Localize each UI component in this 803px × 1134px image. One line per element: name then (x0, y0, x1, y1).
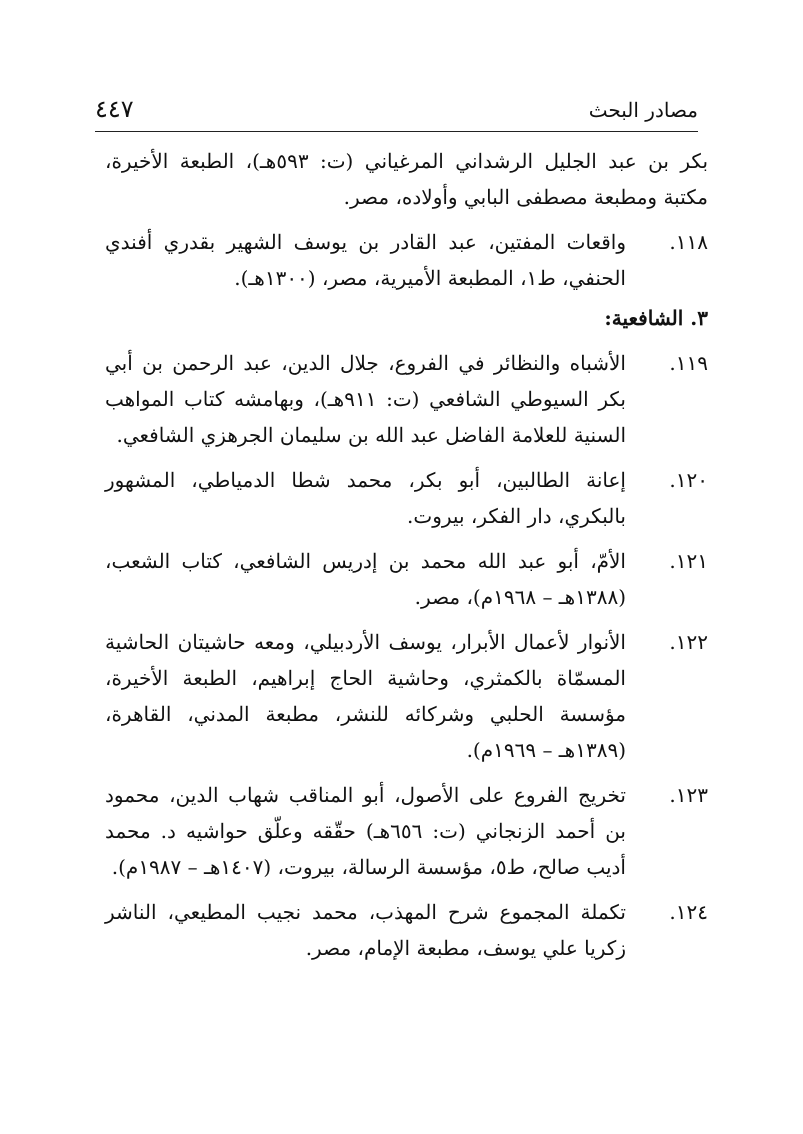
header-divider (95, 131, 698, 132)
running-title: مصادر البحث (588, 98, 698, 122)
reference-number: ١٢٢. (669, 630, 708, 654)
page-number: ٤٤٧ (95, 95, 134, 123)
reference-entry-122 (105, 624, 708, 768)
reference-text: تكملة المجموع شرح المهذب، محمد نجيب المطيعي، الناشر زكريا علي يوسف، مطبعة الإمام، مصر. (105, 900, 626, 960)
reference-entry-123 (105, 777, 708, 885)
reference-text: تخريج الفروع على الأصول، أبو المناقب شهاب الدين، محمود بن أحمد الزنجاني (ت: ٦٥٦هـ) حقّقه وعلّق حواشيه د. محمد أديب صالح، ط٥، مؤسسة الرسالة، بيروت، (١٤٠٧هـ – ١٩٨٧م). (105, 783, 626, 879)
reference-text: الأشباه والنظائر في الفروع، جلال الدين، عبد الرحمن بن أبي بكر السيوطي الشافعي (ت: ٩١١هـ)، وبهامشه كتاب المواهب السنية للعلامة الفاضل عبد الله بن سليمان الجرهزي الشافعي. (105, 351, 626, 447)
reference-text: الأمّ، أبو عبد الله محمد بن إدريس الشافعي، كتاب الشعب، (١٣٨٨هـ – ١٩٦٨م)، مصر. (105, 549, 626, 609)
references-content (105, 140, 708, 975)
reference-entry-124 (105, 894, 708, 966)
reference-entry-120 (105, 462, 708, 534)
reference-number: ١١٨. (669, 230, 708, 254)
reference-number: ١١٩. (669, 351, 708, 375)
reference-text: الأنوار لأعمال الأبرار، يوسف الأردبيلي، ومعه حاشيتان الحاشية المسمّاة بالكمثري، وحاشية الحاج إبراهيم، الطبعة الأخيرة، مؤسسة الحلبي وشركائه للنشر، مطبعة المدني، القاهرة، (١٣٨٩هـ – ١٩٦٩م). (105, 630, 626, 762)
page-header (95, 92, 698, 132)
reference-entry-119 (105, 345, 708, 453)
reference-entry-118 (105, 224, 708, 296)
reference-number: ١٢١. (669, 549, 708, 573)
reference-number: ١٢٤. (669, 900, 708, 924)
reference-text: إعانة الطالبين، أبو بكر، محمد شطا الدمياطي، المشهور بالبكري، دار الفكر، بيروت. (105, 468, 626, 528)
reference-number: ١٢٣. (669, 783, 708, 807)
continued-reference (105, 143, 708, 215)
continued-reference-text: بكر بن عبد الجليل الرشداني المرغياني (ت: ٥٩٣هـ)، الطبعة الأخيرة، مكتبة ومطبعة مصطفى البابي وأولاده، مصر. (105, 149, 709, 209)
reference-text: واقعات المفتين، عبد القادر بن يوسف الشهير بقدري أفندي الحنفي، ط١، المطبعة الأميرية، مصر، (١٣٠٠هـ). (105, 230, 626, 290)
reference-entry-121 (105, 543, 708, 615)
reference-number: ١٢٠. (669, 468, 708, 492)
section-heading: ٣. الشافعية: (604, 306, 708, 330)
